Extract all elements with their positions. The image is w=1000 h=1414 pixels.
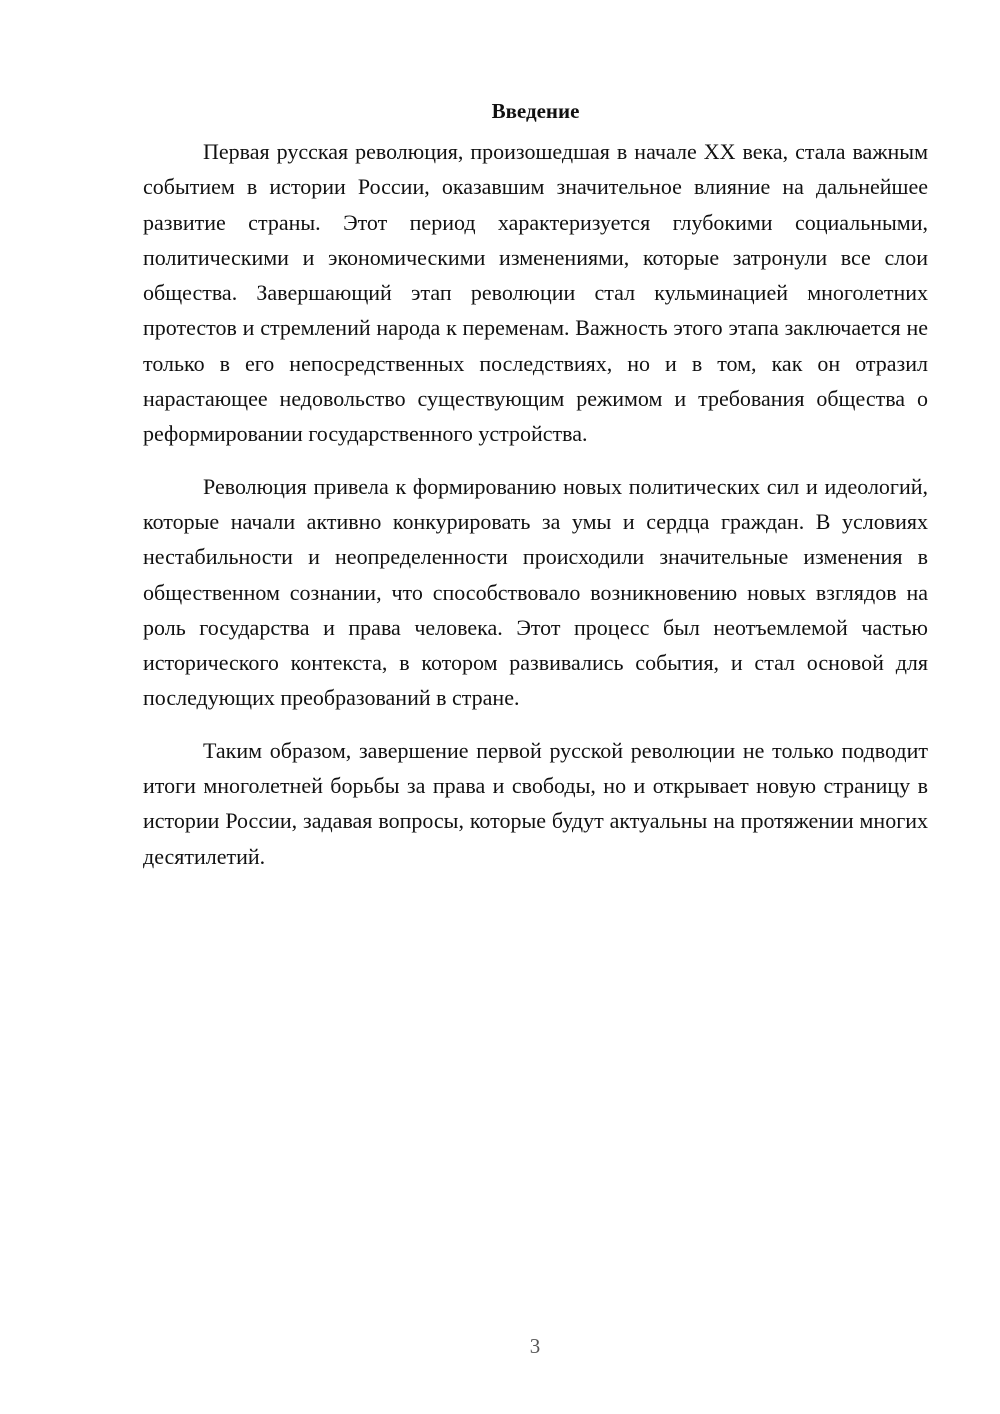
paragraph-1: Первая русская революция, произошедшая в начале XX века, стала важным событием в истории России, оказавшим значительное влияние на дальнейшее развитие страны. Этот период характеризуется глубокими социальными, политическими и экономическими изменениями, которые затронули все слои общества. Завершающий этап революции стал кульминацией многолетних протестов и стремлений народа к переменам. Важность этого этапа заключается не только в его непосредственных последствиях, но и в том, как он отразил нарастающее недовольство существующим режимом и требования общества о реформировании государственного устройства. (143, 139, 928, 447)
page-number: 3 (529, 1334, 541, 1358)
paragraph-2: Революция привела к формированию новых политических сил и идеологий, которые начали активно конкурировать за умы и сердца граждан. В условиях нестабильности и неопределенности происходили значительные изменения в общественном сознании, что способствовало возникновению новых взглядов на роль государства и права человека. Этот процесс был неотъемлемой частью исторического контекста, в котором развивались события, и стал основой для последующих преобразований в стране. (143, 473, 928, 711)
section-heading: Введение (491, 99, 580, 123)
paragraph-3: Таким образом, завершение первой русской революции не только подводит итоги многолетней борьбы за права и свободы, но и открывает новую страницу в истории России, задавая вопросы, которые будут актуальны на протяжении многих десятилетий. (143, 737, 928, 869)
page-content (143, 96, 928, 891)
